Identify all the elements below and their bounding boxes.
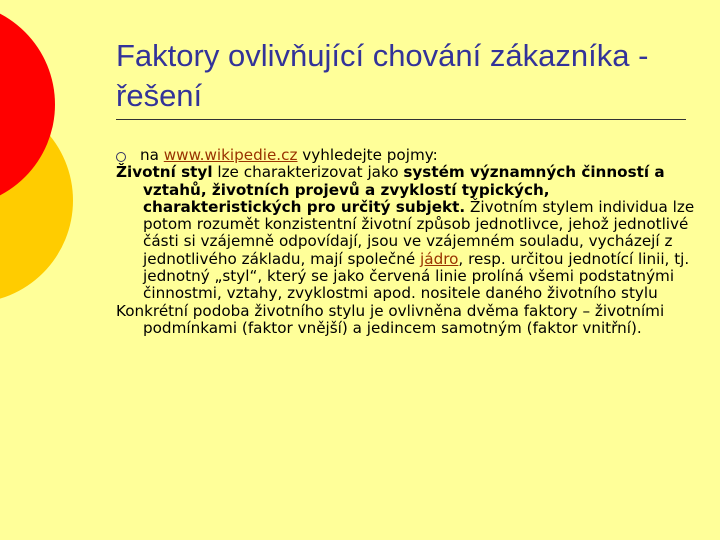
jadro-link[interactable]: jádro: [420, 249, 459, 268]
title-divider: [116, 119, 686, 120]
slide-body: [116, 147, 696, 337]
paragraph-konkretni-podoba: Konkrétní podoba životního stylu je ovlivněna dvěma faktory – životními podmínkami (faktor vnější) a jedincem samotným (faktor vnitřní).: [116, 301, 665, 337]
para1-bold-definition: systém významných činností a vztahů, životních projevů a zvyklostí typických, charakteristických pro určitý subjekt.: [143, 163, 665, 216]
wikipedie-link[interactable]: www.wikipedie.cz: [163, 146, 298, 164]
para1-text-2: Životním stylem individua lze potom rozumět konzistentní životní způsob jednotlivce, jehož jednotlivé části si vzájemně odpovídají, jsou ve vzájemném souladu, vycházejí z jednotlivého základu, mají společné: [143, 197, 695, 268]
circle-bullet-icon: [116, 152, 126, 162]
para1-text-3: , resp. určitou jednotící linii, tj. jednotný „styl“, který se jako červená linie prolíná všemi podstatnými činnostmi, vztahy, zvyklostmi apod. nositele daného životního stylu: [143, 249, 690, 303]
bullet-prefix: na: [140, 146, 164, 164]
bullet-item: [116, 147, 696, 164]
paragraph-zivotni-styl: [116, 164, 696, 302]
slide-title: Faktory ovlivňující chování zákazníka - řešení: [116, 38, 649, 113]
bullet-suffix: vyhledejte pojmy:: [297, 146, 438, 164]
term-zivotni-styl: Životní styl: [116, 163, 213, 182]
para1-text-1: lze charakterizovat jako: [212, 163, 404, 182]
